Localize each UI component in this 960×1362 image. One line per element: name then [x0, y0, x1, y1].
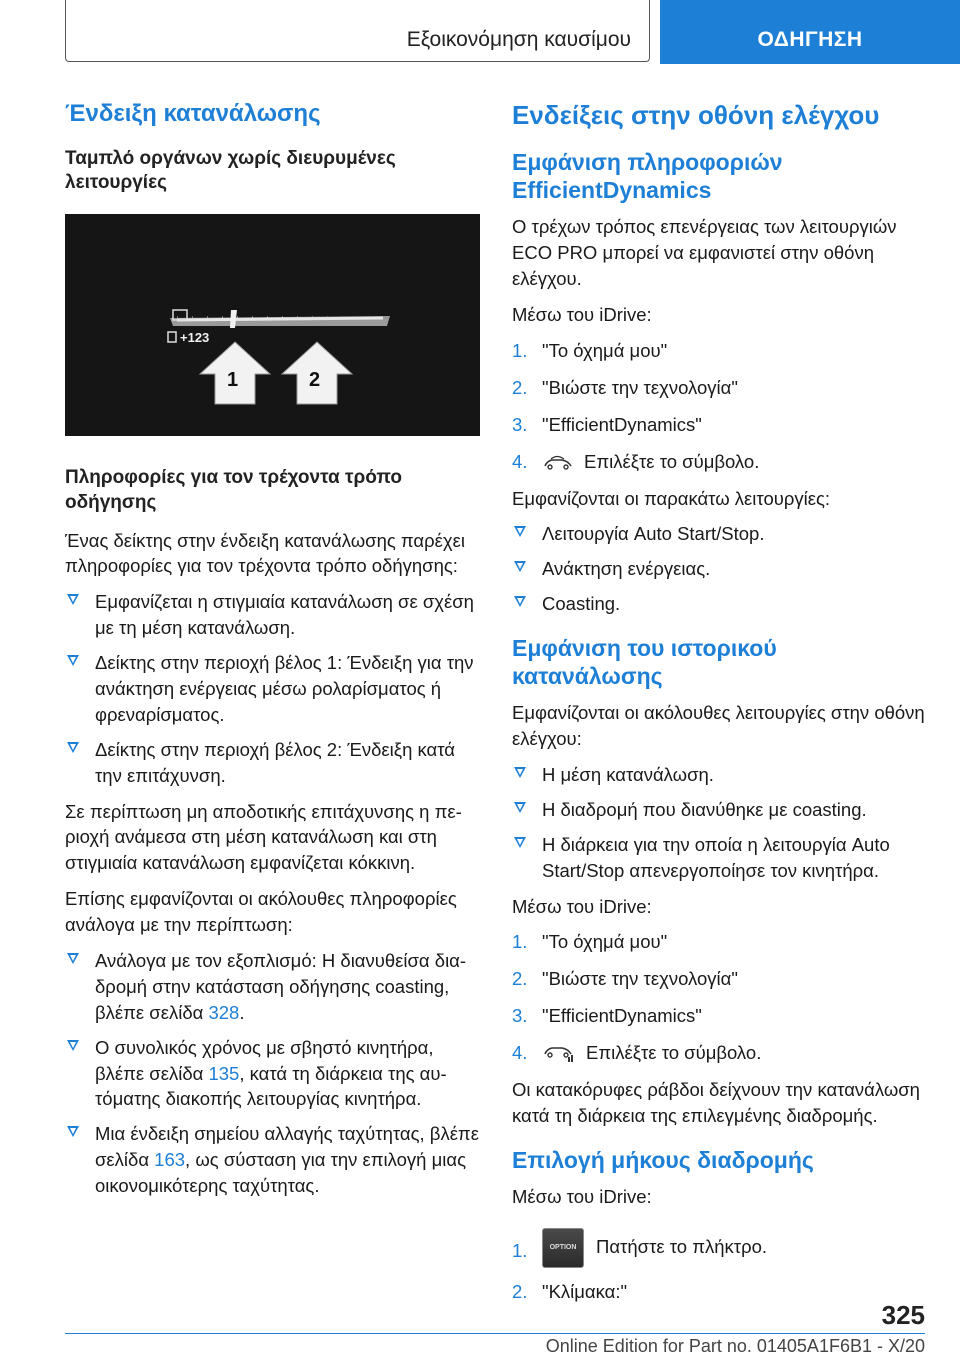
- step-item: 3. "EfficientDynamics": [512, 413, 702, 435]
- page-link-135[interactable]: 135: [208, 1062, 240, 1084]
- control-display-heading: Ενδείξεις στην οθόνη ελέγχου: [512, 100, 880, 130]
- paragraph: Οι κατακόρυφες ράβδοι δείχνουν την κατανάλωση κατά τη διάρκεια της επιλεγμένης διαδρομής.: [512, 1079, 920, 1126]
- step-item: 2. "Βιώστε την τεχνολογία": [512, 376, 738, 398]
- consumption-history-heading: Εμφάνιση του ιστορικού κατανάλωσης: [512, 635, 777, 689]
- footer-divider: [65, 1333, 925, 1334]
- paragraph: Επίσης εμφανίζονται οι ακόλουθες πληροφορίες ανάλογα με την περίπτωση:: [65, 888, 457, 936]
- step-item: 2. "Βιώστε την τεχνολογία": [512, 968, 738, 990]
- chapter-tab[interactable]: [660, 0, 960, 64]
- list-item: Μια ένδειξη σημείου αλλαγής ταχύτητας, βλέπε σελίδα 163, ως σύσταση για την επιλογή μιας οικονομικότερης ταχύτητας.: [65, 1121, 480, 1199]
- paragraph: Εμφανίζονται οι παρακάτω λειτουργίες:: [512, 487, 831, 509]
- triangle-bullet-icon: [514, 561, 526, 572]
- steps-list-2: [512, 929, 932, 1066]
- paragraph: Σε περίπτωση μη αποδοτικής επιτάχυνσης η περιοχή ανάμεσα στη μέση κατανάλωση και στη στιγμιαία κατανάλωση εμφανίζεται κόκκινη.: [65, 800, 462, 874]
- list-item: Δείκτης στην περιοχή βέλος 2: Ένδειξη κατά την επιτάχυνση.: [65, 737, 480, 789]
- paragraph: Ο τρέχων τρόπος επενέργειας των λειτουργιών ECO PRO μπορεί να εμφανιστεί στην οθόνη ελέγχου.: [512, 216, 897, 290]
- arrow-1-label: 1: [227, 369, 239, 392]
- page-header: [65, 0, 960, 64]
- car-eco-icon: [542, 455, 574, 471]
- right-column: [512, 100, 932, 1316]
- page-link-328[interactable]: 328: [208, 1001, 240, 1023]
- list-item: Δείκτης στην περιοχή βέλος 1: Ένδειξη για την ανάκτηση ενέργειας μέσω ρολαρίσματος ή φρεναρίσματος.: [65, 650, 480, 728]
- option-button-icon: OPTION: [542, 1228, 584, 1268]
- consumption-heading: Ένδειξη κατανάλωσης: [65, 100, 321, 127]
- triangle-bullet-icon: [67, 953, 79, 964]
- list-item: Η διάρκεια για την οποία η λειτουργία Auto Start/Stop απενεργοποίησε τον κινητήρα.: [512, 832, 932, 884]
- list-item: Ο συνολικός χρόνος με σβηστό κινητήρα, βλέπε σελίδα 135, κατά τη διάρκεια της αυτόματης διακοπής λειτουργίας κινητήρα.: [65, 1035, 480, 1113]
- step-item: 2. "Κλίμακα:": [512, 1281, 628, 1303]
- step-item: 1. "Το όχημά μου": [512, 931, 668, 953]
- paragraph: Μέσω του iDrive:: [512, 895, 652, 917]
- page-link-163[interactable]: 163: [154, 1149, 186, 1171]
- step-item: 4. Επιλέξτε το σύμβολο.: [512, 1042, 762, 1064]
- triangle-bullet-icon: [67, 1126, 79, 1137]
- route-length-heading: Επιλογή μήκους διαδρομής: [512, 1146, 814, 1173]
- page-number: 325: [881, 1300, 925, 1330]
- paragraph: Εμφανίζονται οι ακόλουθες λειτουργίες στην οθόνη ελέγχου:: [512, 702, 925, 750]
- chapter-section-title: Εξοικονόμηση καυσίμου: [406, 28, 631, 51]
- steps-list-3: [512, 1228, 932, 1305]
- triangle-bullet-icon: [514, 526, 526, 537]
- chapter-tab-label: ΟΔΗΓΗΣΗ: [757, 28, 863, 51]
- list-item: Ανάκτηση ενέργειας.: [512, 556, 932, 582]
- instrument-cluster-photo: [65, 214, 480, 436]
- car-history-icon: [542, 1045, 576, 1063]
- list-item: Ανάλογα με τον εξοπλισμό: Η διανυθείσα διαδρομή στην κατάσταση οδήγησης coasting, βλέπε σελίδα 328.: [65, 948, 480, 1026]
- bullet-list-3: [512, 521, 932, 617]
- steps-list-1: [512, 338, 932, 475]
- step-item: 1. OPTION Πατήστε το πλήκτρο.: [512, 1228, 932, 1268]
- arrow-2-label: 2: [309, 369, 321, 392]
- efficientdynamics-heading: Εμφάνιση πληροφοριών EfficientDynamics: [512, 149, 783, 203]
- step-item: 3. "EfficientDynamics": [512, 1005, 702, 1027]
- paragraph: Ένας δείκτης στην ένδειξη κατανάλωσης παρέχει πληροφορίες για τον τρέχοντα τρόπο οδήγησης:: [65, 529, 465, 577]
- step-item: 4. Επιλέξτε το σύμβολο.: [512, 450, 760, 472]
- driving-mode-subheading: Πληροφορίες για τον τρέχοντα τρόπο οδήγησης: [65, 467, 402, 513]
- bullet-list-1: [65, 589, 480, 788]
- list-item: Λειτουργία Auto Start/Stop.: [512, 521, 932, 547]
- triangle-bullet-icon: [67, 655, 79, 666]
- instrument-cluster-subheading: Ταμπλό οργάνων χωρίς διευρυμένες λειτουργίες: [65, 147, 396, 194]
- triangle-bullet-icon: [514, 767, 526, 778]
- triangle-bullet-icon: [67, 594, 79, 605]
- list-item: Coasting.: [512, 591, 932, 617]
- triangle-bullet-icon: [514, 837, 526, 848]
- list-item: Εμφανίζεται η στιγμιαία κατανάλωση σε σχέση με τη μέση κατανάλωση.: [65, 589, 480, 641]
- range-readout: +123: [180, 330, 210, 346]
- paragraph: Μέσω του iDrive:: [512, 304, 652, 326]
- step-item: 1. "Το όχημά μου": [512, 339, 668, 361]
- triangle-bullet-icon: [514, 802, 526, 813]
- left-column: [65, 100, 480, 1209]
- triangle-bullet-icon: [67, 1040, 79, 1051]
- triangle-bullet-icon: [67, 742, 79, 753]
- edition-note: Online Edition for Part no. 01405A1F6B1 - X/20: [545, 1336, 925, 1356]
- list-item: Η διαδρομή που διανύθηκε με coasting.: [512, 797, 932, 823]
- list-item: Η μέση κατανάλωση.: [512, 762, 932, 788]
- paragraph: Μέσω του iDrive:: [512, 1186, 652, 1208]
- bullet-list-2: [65, 948, 480, 1199]
- triangle-bullet-icon: [514, 596, 526, 607]
- bullet-list-4: [512, 762, 932, 884]
- consumption-gauge-illustration: [65, 214, 480, 436]
- header-title-box: [65, 0, 650, 62]
